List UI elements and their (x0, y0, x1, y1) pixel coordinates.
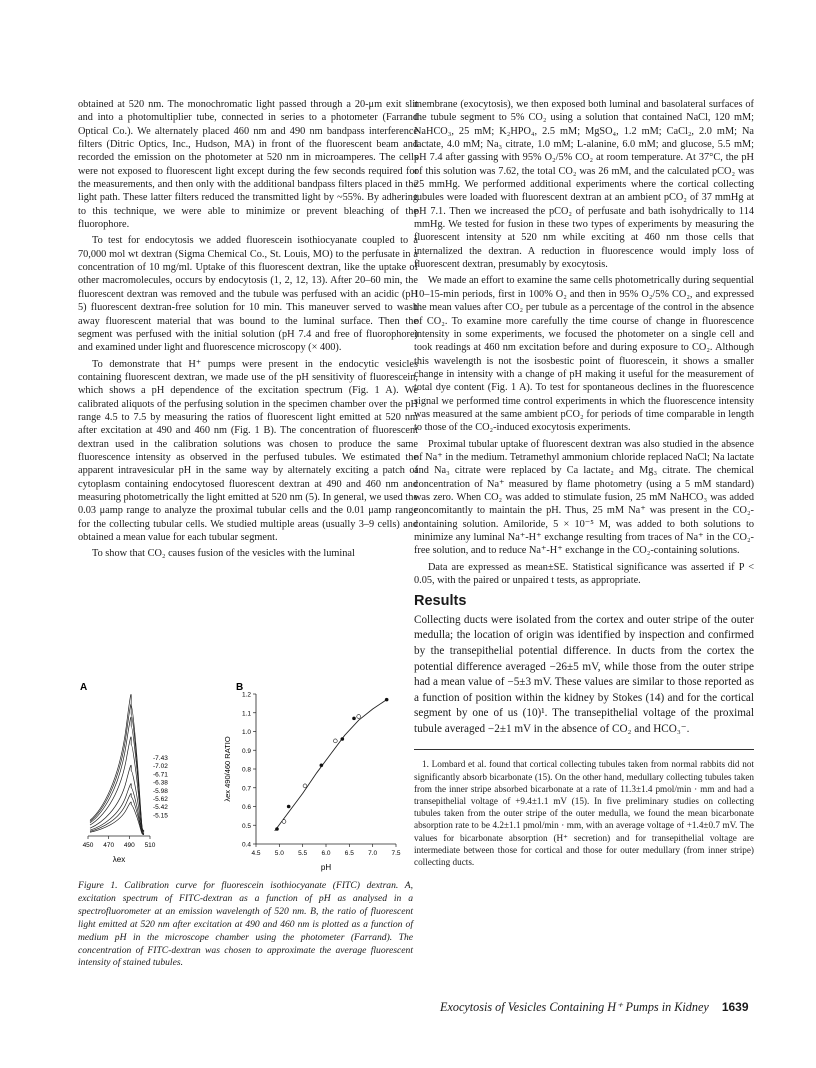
results-heading: Results (414, 593, 467, 610)
x-axis-label: λex (112, 855, 126, 864)
data-point-filled (341, 737, 345, 741)
panel-a (80, 682, 168, 864)
data-point-open (282, 820, 286, 824)
x-tick-label: 7.5 (391, 850, 401, 857)
panel-b (223, 682, 401, 872)
series-label: -5.42 (153, 804, 168, 812)
paragraph: Proximal tubular uptake of fluorescent dextran was also studied in the absence of Na⁺ in the medium. Tetramethyl ammonium chloride replaced NaCl; Na lactate and Na₃ citrate were replaced by Ca lactate₂ and Mg₃ citrate. The chemical concentration of Na⁺ measured by flame photometry (using a 5 mM standard) was zero. When CO₂ was added to stimulate fusion, 25 mM NaHCO₃ was added concomitantly to maintain the pH. Thus, 25 mM Na⁺ was present in the CO₂-containing solution. Amiloride, 5 × 10⁻⁵ M, was added to both solutions to minimize any luminal Na⁺-H⁺ exchange resulting from traces of Na⁺ in the CO₂-free solution, and to reduce Na⁺-H⁺ exchange in the CO₂-containing solutions. (414, 438, 754, 557)
data-point-filled (320, 763, 324, 767)
results-paragraph: Collecting ducts were isolated from the cortex and outer stripe of the outer medulla; the location of origin was identified by inspection and confirmed by the transepithelial potential difference. In ducts from the cortex the potential difference averaged −26±5 mV, while those from the outer stripe had a mean value of −5±3 mV. These values are similar to those reported as a function of position within the kidney by Stokes (14) and for the cortical segment by one of us (10)¹. The transepithelial voltage of the proximal tubule averaged −2±1 mV in the absence of CO₂ and HCO₃⁻. (414, 613, 754, 735)
y-tick-label: 0.7 (241, 785, 251, 793)
x-tick-label: 6.0 (321, 850, 331, 857)
series-label: -7.02 (153, 763, 168, 771)
footnote: 1. Lombard et al. found that cortical collecting tubules taken from normal rabbits did not significantly absorb bicarbonate (15). On the other hand, medullary collecting tubules taken from the inner stripe absorbed bicarbonate at a rate of 11.3±1.4 pmol/min · mm and had a transepithelial voltage of +9.4±1.1 mV (15). In five preliminary studies on collecting tubules taken from the outer stripe of the outer medulla, we found the mean bicarbonate absorption rate to be 4.2±1.1 pmol/min · mm, with an average voltage of +1.4±0.7 mV. The values for bicarbonate absorption (H⁺ secretion) and for transepithelial voltage are intermediate between those for cortical and those for outer medullary (from inner stripe) collecting ducts. (414, 759, 754, 868)
data-point-filled (352, 717, 356, 721)
x-tick-label: 490 (123, 842, 135, 849)
x-tick-label: 5.0 (274, 850, 284, 857)
y-tick-label: 0.4 (241, 841, 251, 849)
series-label: -6.71 (153, 771, 168, 779)
page-number: 1639 (721, 1000, 749, 1014)
x-tick-label: 510 (144, 842, 156, 849)
series-label: -6.38 (153, 779, 168, 787)
x-tick-label: 7.0 (368, 850, 378, 857)
paragraph: obtained at 520 nm. The monochromatic light passed through a 20-μm exit slit and into a photomultiplier tube, connected in series to a photometer (Farrand Optical Co.). We alternately placed 460 nm and 490 nm bandpass interference filters (Ditric Optics, Inc., Hudson, MA) in front of the fluorescent beam and recorded the emission on the photometer at 520 nm in microamperes. The cells were not exposed to fluorescent light except during the few seconds required for the measurements, and then only with the additional bandpass filters placed in the light path. These latter filters reduced the transmitted light by ~55%. By adhering to this technique, we were able to minimize or prevent bleaching of the fluorophore. (78, 99, 418, 231)
x-axis-label: pH (320, 863, 332, 872)
series-label: -5.15 (153, 812, 168, 820)
caption-label: Figure 1. (78, 880, 118, 891)
y-tick-label: 0.8 (241, 766, 251, 774)
series-label: -5.98 (153, 787, 168, 795)
paragraph: membrane (exocytosis), we then exposed both luminal and basolateral surfaces of the tubule segment to 5% CO₂ using a solution that contained NaCl, 120 mM; NaHCO₃, 25 mM; K₂HPO₄, 2.5 mM; MgSO₄, 1.2 mM; CaCl₂, 2.0 mM; Na lactate, 4.0 mM; Na₃ citrate, 1.0 mM; L-alanine, 6.0 mM; and glucose, 5.5 mM; pH 7.4 after gassing with 95% O₂/5% CO₂ at room temperature. At 37°C, the pH of this solution was 7.62, the total CO₂ was 26 mM, and the calculated pCO₂ was 25 mmHg. We performed additional experiments where the cortical collecting tubules were loaded with fluorescent dextran at an ambient pCO₂ of 37 mmHg at pH 7.1. Then we increased the pCO₂ of perfusate and bath isohydrically to 114 mmHg. We tested for fusion in these two types of experiments by measuring the fluorescent intensity at 520 nm while exciting at 460 nm those cells that internalized the dextran. A reduction in fluorescence would imply loss of fluorescent dextran, presumably by exocytosis. (414, 99, 754, 271)
paragraph: To show that CO₂ causes fusion of the vesicles with the luminal (92, 548, 355, 560)
y-tick-label: 0.6 (241, 804, 251, 811)
paragraph: To test for endocytosis we added fluorescein isothiocyanate coupled to a 70,000 mol wt dextran (Sigma Chemical Co., St. Louis, MO) to the perfusate in a concentration of 10 mg/ml. Uptake of this fluorescent dextran, like the uptake of other macromolecules, occurs by endocytosis (1, 2, 12, 13). After 20–60 min, the fluorescent dextran was removed and the tubule was perfused with an acidic (pH 5) fluorescent dextran-free solution for 10 min. This maneuver served to wash away fluorescent material that was bound to the luminal surface. Then the segment was perfused with the initial solution (pH 7.4 and free of fluorophore) and examined under light and fluorescence microscopy (× 400). (78, 235, 418, 354)
calibration-curve (275, 700, 387, 831)
panel-label: A (80, 682, 88, 693)
x-tick-label: 470 (103, 842, 115, 849)
paragraph: To demonstrate that H⁺ pumps were present in the endocytic vesicles containing fluorescent dextran, we made use of the pH sensitivity of fluorescein, which shows a pH dependence of the excitation spectrum (Fig. 1 A). We calibrated aliquots of the perfusing solution in the specimen chamber over the pH range 4.5 to 7.5 by measuring the ratios of fluorescent light emitted at 520 nm after excitation at 490 and 460 nm (Fig. 1 B). The concentration of fluorescent dextran used in the calibration solutions was chosen to produce the same fluorescence intensity as observed in the perfused tubules. We estimated the apparent intravesicular pH in the same way by alternately exciting a patch of cytoplasm containing endocytosed fluorescent dextran at 490 and 460 nm and measuring photometrically the light emitted at 520 nm (5). In general, we used the 0.03 μamp range to analyze the proximal tubular cells and the 0.01 μamp range for the collecting tubular cells. We studied multiple areas (usually 3–9 cells) and obtained a mean value for each tubular segment. (78, 358, 418, 543)
data-point-open (303, 784, 307, 788)
paragraph: Data are expressed as mean±SE. Statistical significance was asserted if P < 0.05, with the paired or unpaired t tests, as appropriate. (414, 561, 754, 587)
figure-1-svg (78, 676, 418, 876)
x-tick-label: 4.5 (251, 850, 261, 857)
running-title: Exocytosis of Vesicles Containing H⁺ Pumps in Kidney (440, 1000, 709, 1014)
y-tick-label: 1.0 (241, 729, 251, 736)
y-axis-label: λex 490/460 RATIO (223, 736, 232, 802)
data-point-open (333, 739, 337, 743)
x-tick-label: 450 (82, 842, 94, 849)
x-tick-label: 6.5 (344, 850, 354, 857)
y-tick-label: 0.9 (241, 747, 251, 755)
paragraph: We made an effort to examine the same cells photometrically during sequential 10–15-min periods, first in 100% O₂ and then in 95% O₂/5% CO₂, and expressed the mean values after CO₂ per tubule as a percentage of the control in the absence of CO₂. To examine more carefully the time course of change in fluorescence intensity in some experiments, we focused the photometer on a single cell and took readings at 460 nm excitation before and during exposure to CO₂. Although this wavelength is not the isosbestic point of fluorescein, it shows a smaller change in intensity with a change of pH making it useful for the measurement of total dye content (Fig. 1 A). To test for spontaneous declines in the fluorescence signal we performed time control experiments in which the fluorescence intensity was measured at the same ambient pCO₂ for periods of time comparable in length to those of the CO₂-induced exocytosis experiments. (414, 275, 754, 434)
series-label: -7.43 (153, 755, 168, 762)
y-tick-label: 1.2 (241, 691, 251, 699)
figure-caption (78, 880, 413, 970)
page-footer (440, 1000, 756, 1015)
data-point-filled (275, 827, 279, 831)
y-tick-label: 0.5 (241, 822, 251, 830)
x-tick-label: 5.5 (298, 850, 308, 857)
y-tick-label: 1.1 (241, 710, 251, 718)
caption-text: Calibration curve for fluorescein isothiocyanate (FITC) dextran. A, excitation spectrum of FITC-dextran as a function of pH as analysed in a spectrofluorometer at an emission wavelength of 520 nm. B, the ratio of fluorescent light emitted at 520 nm after excitation at 490 and 460 nm is plotted as a function of medium pH in the microscope chamber using the photometer (Farrand). The concentration of FITC-dextran was chosen to approximate the average fluorescent intensity of stained tubules. (78, 880, 413, 969)
left-column (78, 98, 418, 561)
right-column (414, 98, 754, 868)
panel-label: B (236, 682, 244, 693)
data-point-filled (287, 805, 291, 809)
series-label: -5.62 (153, 796, 168, 803)
data-point-open (357, 715, 361, 719)
data-point-filled (385, 698, 389, 702)
footnote-divider (414, 749, 754, 750)
